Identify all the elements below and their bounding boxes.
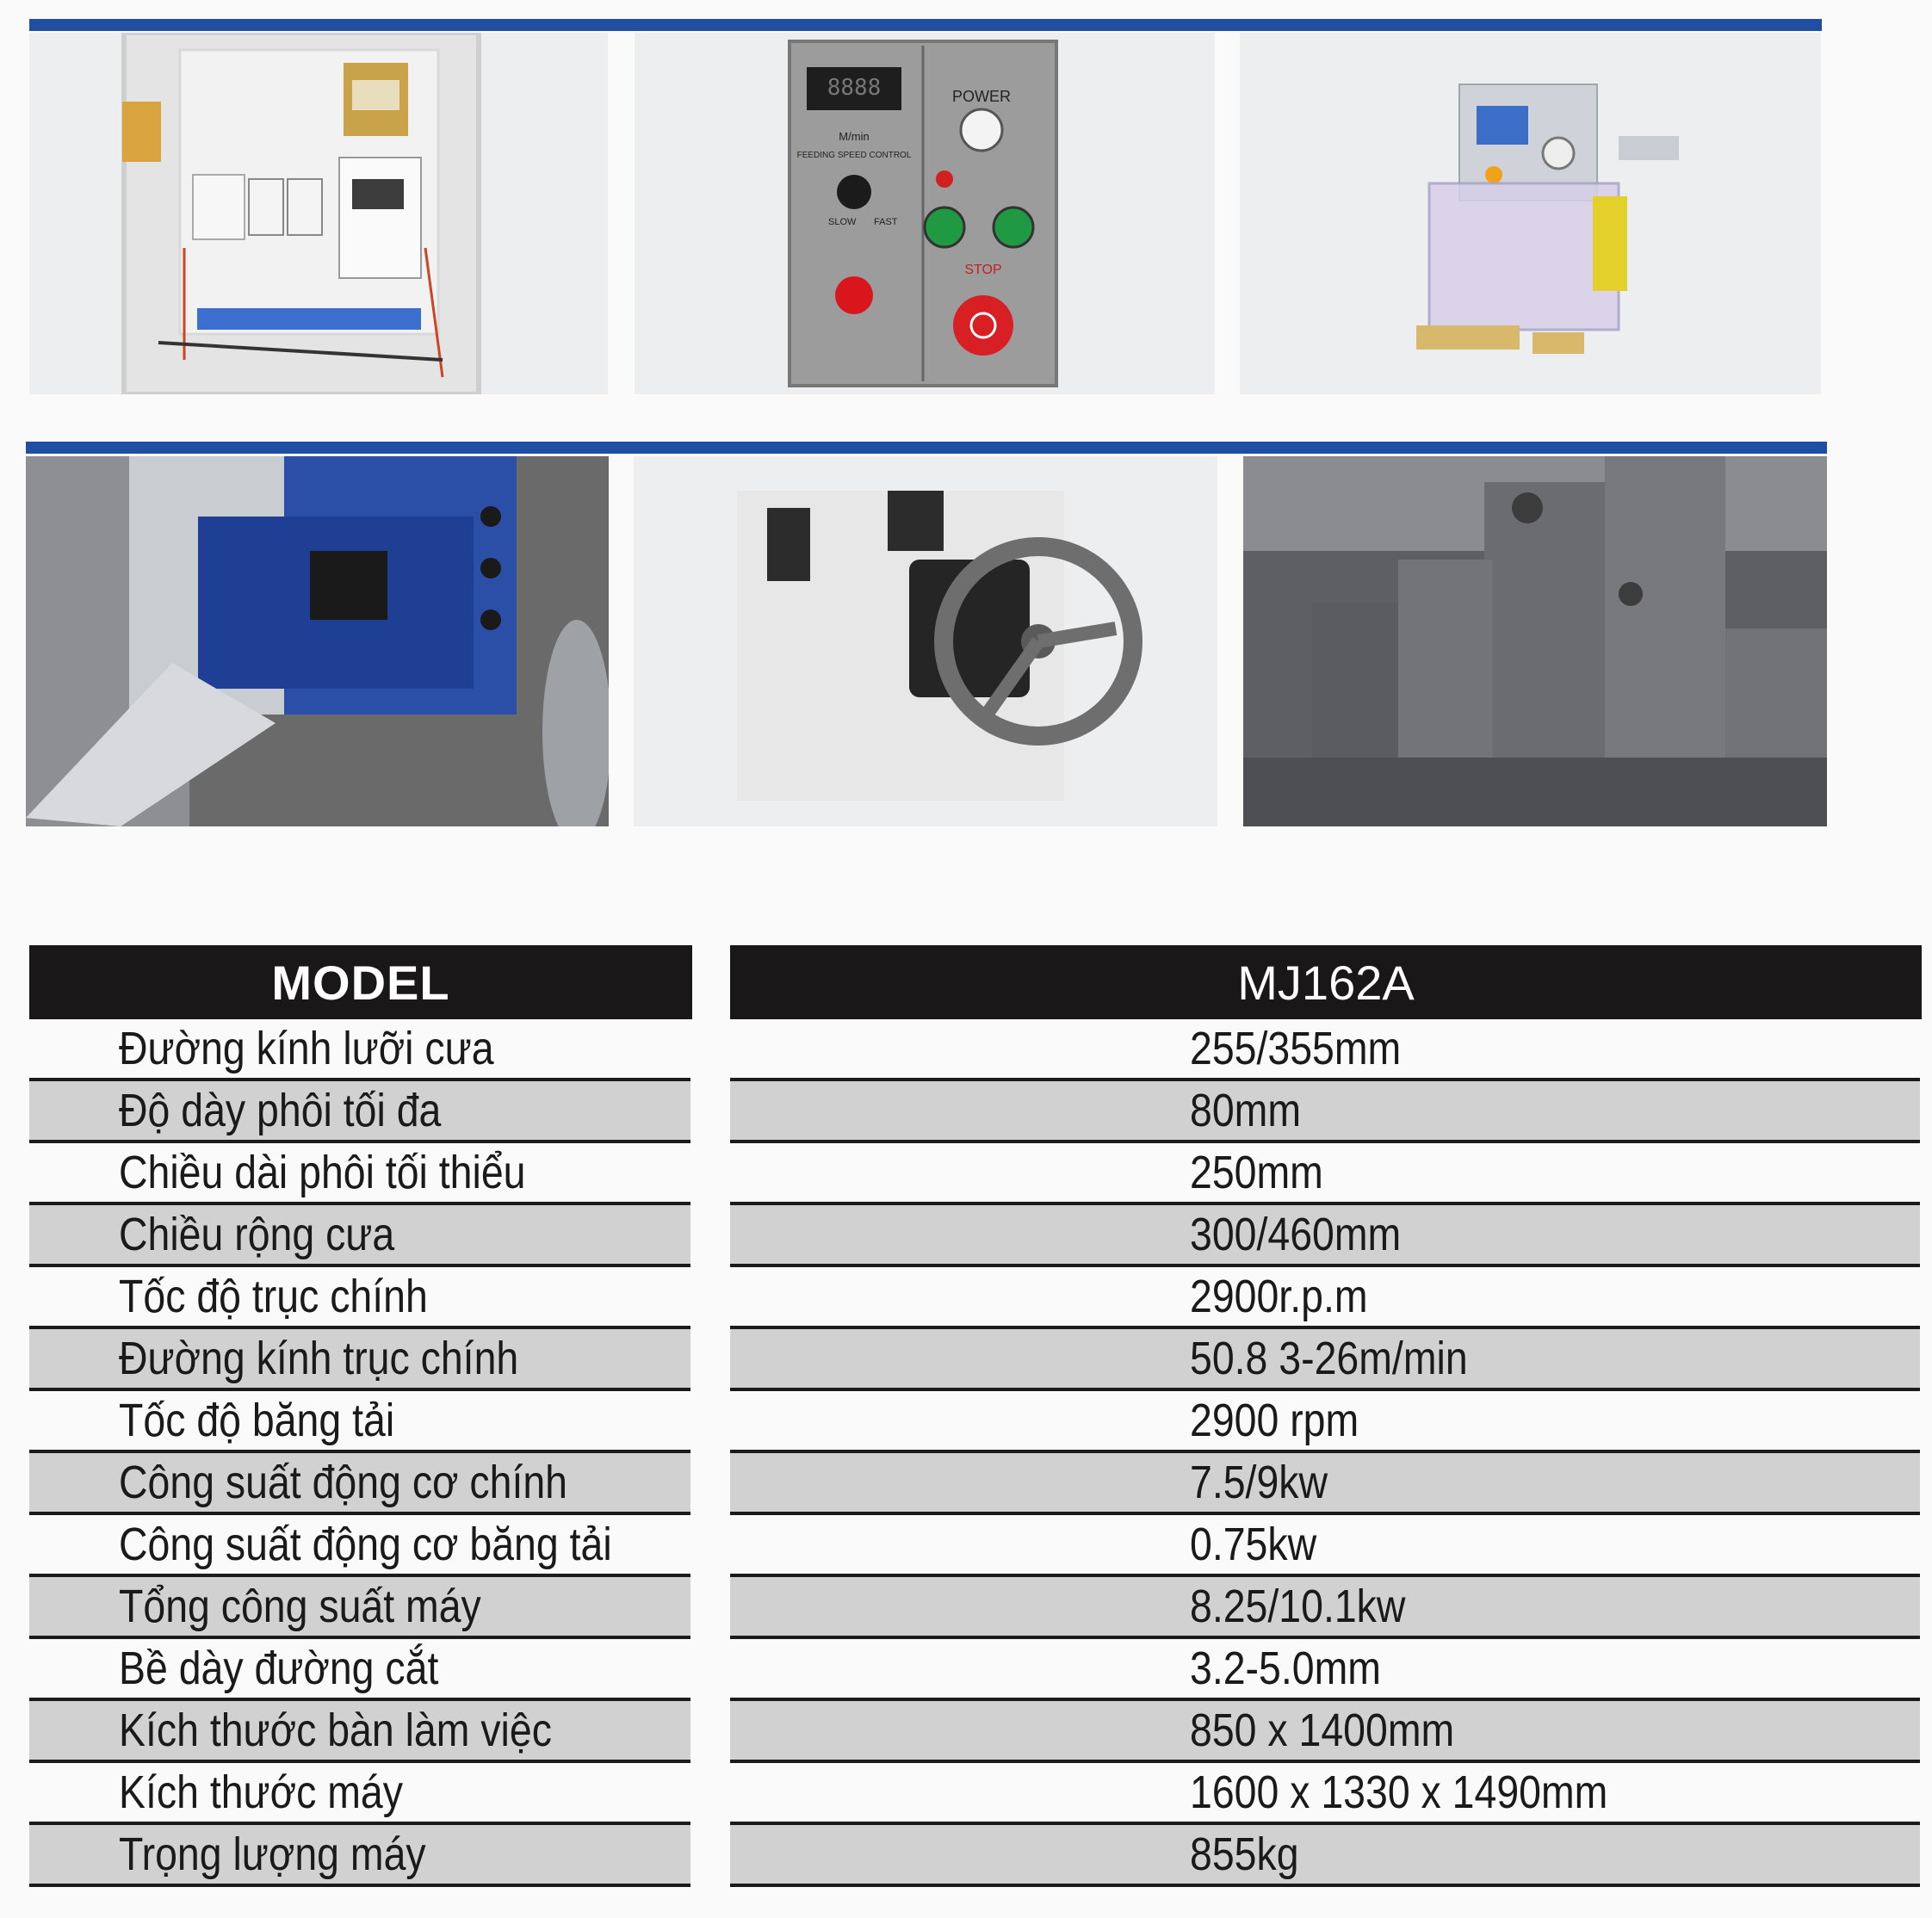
slow-label: SLOW: [828, 217, 857, 227]
spec-label-cell: [29, 1577, 690, 1639]
spec-value-cell: [730, 1825, 1920, 1887]
spec-label: Chiều dài phôi tối thiểu: [119, 1147, 526, 1198]
spec-value-cell: [730, 1205, 1920, 1267]
photo-control-panel: [635, 33, 1215, 394]
spec-label: Đường kính trục chính: [119, 1333, 519, 1384]
spec-label: Bề dày đường cắt: [119, 1643, 439, 1694]
spec-label: Tốc độ băng tải: [119, 1395, 395, 1446]
spec-label-cell: [29, 1515, 690, 1577]
photo-electrical-cabinet: [29, 33, 608, 394]
spec-value: 2900 rpm: [1190, 1395, 1359, 1446]
fast-label: FAST: [874, 217, 898, 227]
spec-value-cell: [730, 1577, 1920, 1639]
spec-value-cell: [730, 1515, 1920, 1577]
spec-value-cell: [730, 1763, 1920, 1825]
spec-label: Độ dày phôi tối đa: [119, 1085, 442, 1136]
spec-value: 80mm: [1190, 1085, 1302, 1136]
spec-value-cell: [730, 1081, 1920, 1143]
spec-value: 250mm: [1190, 1147, 1323, 1198]
spec-label-cell: [29, 1701, 690, 1763]
spec-value: 2900r.p.m: [1190, 1271, 1368, 1322]
spec-value: 3.2-5.0mm: [1190, 1643, 1381, 1694]
spec-value: 850 x 1400mm: [1190, 1705, 1455, 1756]
spec-label-cell: [29, 1267, 690, 1329]
spec-label-cell: [29, 1143, 690, 1205]
spec-value-cell: [730, 1391, 1920, 1453]
spec-value: 1600 x 1330 x 1490mm: [1190, 1766, 1608, 1818]
spec-label: Tốc độ trục chính: [119, 1271, 428, 1322]
spec-label-cell: [29, 1391, 690, 1453]
spec-value: 7.5/9kw: [1190, 1457, 1328, 1508]
spec-value: 50.8 3-26m/min: [1190, 1333, 1468, 1384]
spec-value-cell: [730, 1453, 1920, 1515]
spec-label-cell: [29, 1825, 690, 1887]
spec-label-cell: [29, 1081, 690, 1143]
spec-value-cell: [730, 1019, 1920, 1081]
spec-label-cell: [29, 1019, 690, 1081]
spec-value-cell: [730, 1329, 1920, 1391]
spec-label-cell: [29, 1205, 690, 1267]
photo-spindle-closeup: [26, 456, 609, 826]
spec-value: 0.75kw: [1190, 1519, 1317, 1570]
spec-value-cell: [730, 1701, 1920, 1763]
power-label: POWER: [951, 88, 1012, 105]
spec-label-cell: [29, 1453, 690, 1515]
top-accent-bar: [29, 19, 1822, 31]
photo-handwheel: [634, 456, 1217, 826]
spec-label: Kích thước máy: [119, 1766, 403, 1818]
spec-label-cell: [29, 1329, 690, 1391]
table-header-model: MODEL: [29, 945, 692, 1019]
speed-unit-text: M/min: [839, 130, 870, 143]
photo-lubrication-pump: [1240, 33, 1821, 394]
spec-value: 8.25/10.1kw: [1190, 1581, 1406, 1632]
middle-accent-bar: [26, 442, 1827, 454]
spec-label: Công suất động cơ chính: [119, 1457, 567, 1508]
speed-caption-text: FEEDING SPEED CONTROL: [796, 151, 912, 160]
spec-value-cell: [730, 1267, 1920, 1329]
spec-label: Kích thước bàn làm việc: [119, 1705, 552, 1756]
spec-label-cell: [29, 1639, 690, 1701]
svg-text:8888: 8888: [827, 75, 882, 101]
spec-label-cell: [29, 1763, 690, 1825]
spec-value: 300/460mm: [1190, 1209, 1402, 1260]
table-header-model-value: MJ162A: [730, 945, 1922, 1019]
photo-machine-frames: [1243, 456, 1827, 826]
spec-label: Tổng công suất máy: [119, 1581, 481, 1632]
spec-value: 855kg: [1190, 1828, 1299, 1880]
spec-value: 255/355mm: [1190, 1023, 1402, 1074]
spec-label: Chiều rộng cưa: [119, 1209, 395, 1260]
spec-value-cell: [730, 1143, 1920, 1205]
stop-label: STOP: [964, 263, 1002, 277]
spec-value-cell: [730, 1639, 1920, 1701]
spec-label: Trọng lượng máy: [119, 1828, 426, 1880]
spec-label: Công suất động cơ băng tải: [119, 1519, 612, 1570]
spec-label: Đường kính lưỡi cưa: [119, 1023, 494, 1074]
